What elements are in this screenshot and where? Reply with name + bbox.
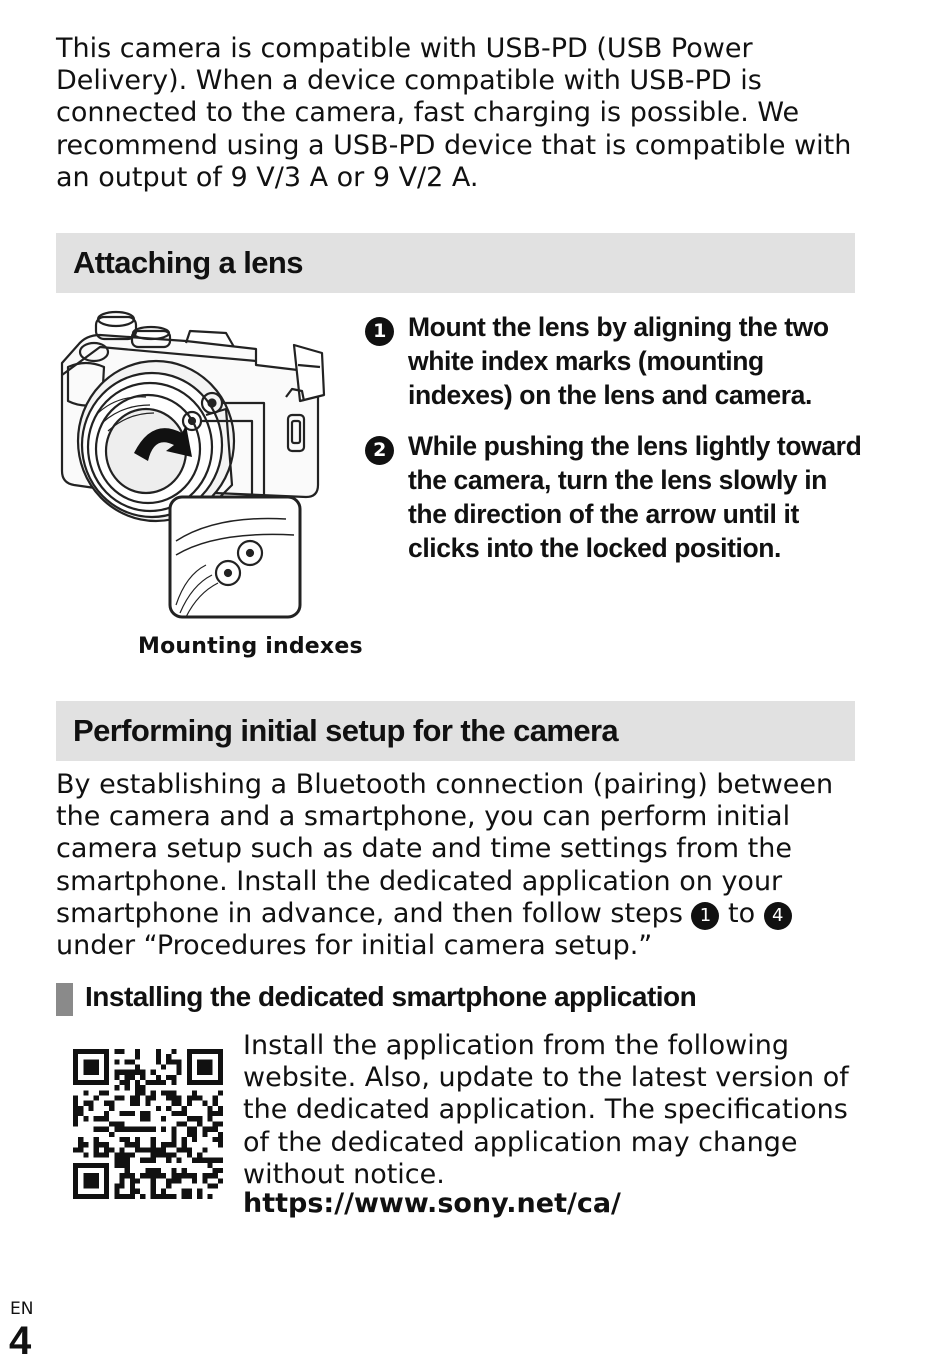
- figure-caption-mounting-indexes: Mounting indexes: [138, 634, 363, 659]
- section-title: Attaching a lens: [73, 245, 303, 280]
- qr-code: [73, 1049, 223, 1199]
- step-number-badge: 1: [691, 902, 719, 930]
- setup-text-middle: to: [719, 897, 764, 929]
- intro-paragraph: This camera is compatible with USB-PD (USB Power Delivery). When a device compatible with USB-PD is connected to the camera, fast charging is possible. We recommend using a USB-PD device that is compatible with an output of 9 V/3 A or 9 V/2 A.: [56, 33, 852, 193]
- step-text: While pushing the lens lightly toward the camera, turn the lens slowly in the direction of the arrow until it clicks into the locked position.: [408, 431, 862, 563]
- setup-text-start: By establishing a Bluetooth connection (pairing) between the camera and a smartphone, you can perform initial camera setup such as date and time settings from the smartphone. Install the dedicated application on your smartphone in advance, and then follow steps: [56, 769, 834, 929]
- step-number-badge: 1: [365, 317, 394, 346]
- section-header-initial-setup: [56, 701, 855, 761]
- step-number-badge: 2: [365, 436, 394, 465]
- website-link[interactable]: https://www.sony.net/ca/: [243, 1188, 621, 1219]
- setup-text-end: under “Procedures for initial camera setup.”: [56, 930, 653, 962]
- step-text: Mount the lens by aligning the two white index marks (mounting indexes) on the lens and camera.: [408, 312, 829, 410]
- section-header-attaching-lens: [56, 233, 855, 293]
- page-number: 4: [9, 1319, 32, 1363]
- language-label: EN: [10, 1299, 34, 1319]
- step-item: [362, 310, 867, 412]
- subheading-install-app: Installing the dedicated smartphone application: [85, 981, 697, 1012]
- camera-lens-illustration: [56, 305, 336, 625]
- setup-paragraph: [56, 769, 866, 962]
- section-title: Performing initial setup for the camera: [73, 713, 619, 748]
- step-number-badge: 4: [764, 902, 792, 930]
- step-item: [362, 429, 867, 565]
- subheading-marker: [56, 983, 73, 1016]
- install-paragraph: Install the application from the following website. Also, update to the latest version of the dedicated application. The specifications of the dedicated application may change without notice.: [243, 1030, 849, 1190]
